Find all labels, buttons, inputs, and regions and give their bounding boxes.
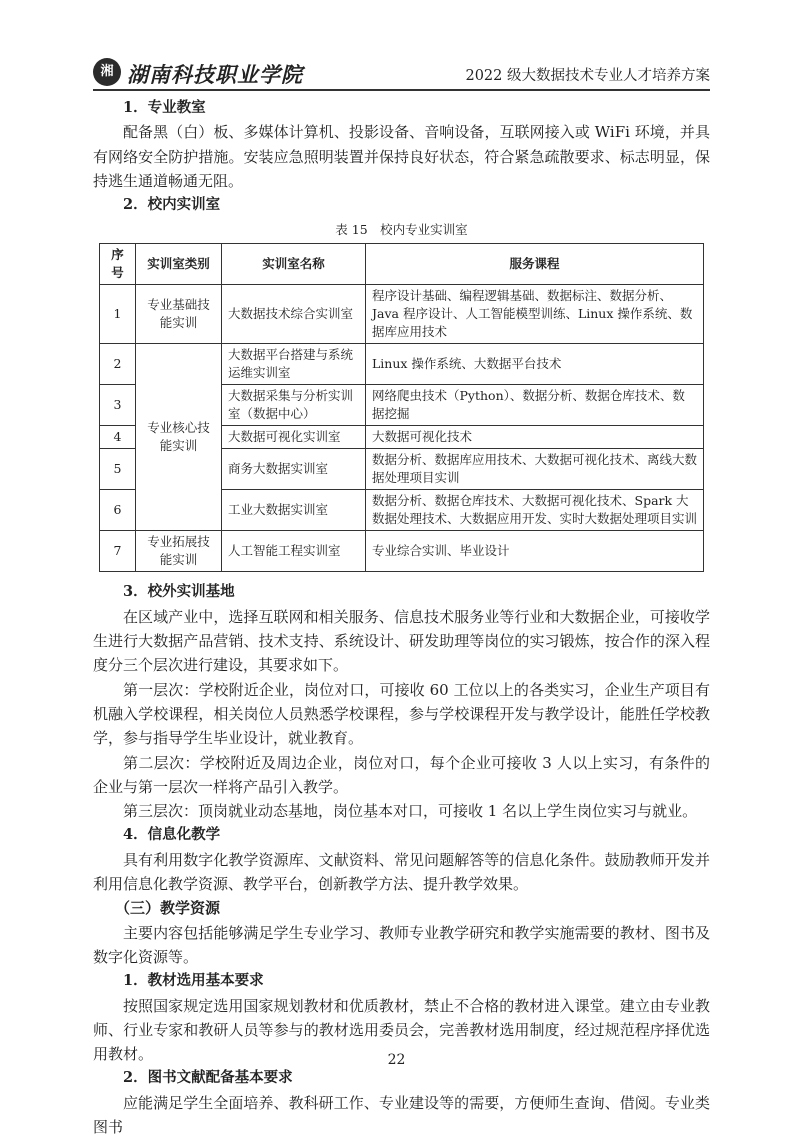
training-rooms-table [99, 243, 704, 572]
col-header-courses: 服务课程 [366, 244, 704, 285]
page-number: 22 [387, 1052, 406, 1068]
cell-courses: 程序设计基础、编程逻辑基础、数据标注、数据分析、Java 程序设计、人工智能模型训练、Linux 操作系统、数据库应用技术 [366, 285, 704, 344]
cell-no: 4 [100, 426, 136, 449]
cell-room-name: 人工智能工程实训室 [222, 531, 366, 572]
paragraph: 主要内容包括能够满足学生专业学习、教师专业教学研究和教学实施需要的教材、图书及数字化资源等。 [93, 923, 710, 966]
paragraph: 按照国家规定选用国家规划教材和优质教材，禁止不合格的教材进入课堂。建立由专业教师、行业专家和教研人员等参与的教材选用委员会，完善教材选用制度，经过规范程序择优选用教材。 [93, 996, 710, 1064]
col-header-no: 序号 [100, 244, 136, 285]
cell-courses: 专业综合实训、毕业设计 [366, 531, 704, 572]
page-header [93, 56, 710, 90]
table-caption: 表 15 校内专业实训室 [335, 222, 468, 238]
cell-no: 1 [100, 285, 136, 344]
heading-teaching-resources: （三）教学资源 [115, 899, 221, 918]
table-row [100, 285, 704, 344]
paragraph: 具有利用数字化教学资源库、文献资料、常见问题解答等的信息化条件。鼓励教师开发并利用信息化教学资源、教学平台，创新教学方法、提升教学效果。 [93, 850, 710, 894]
cell-room-name: 大数据采集与分析实训室（数据中心） [222, 385, 366, 426]
cell-courses: 网络爬虫技术（Python）、数据分析、数据仓库技术、数据挖掘 [366, 385, 704, 426]
cell-no: 3 [100, 385, 136, 426]
cell-no: 2 [100, 344, 136, 385]
school-emblem-icon: 湘 [93, 58, 121, 86]
cell-courses: 数据分析、数据库应用技术、大数据可视化技术、离线大数据处理项目实训 [366, 449, 704, 490]
cell-courses: Linux 操作系统、大数据平台技术 [366, 344, 704, 385]
cell-category: 专业基础技能实训 [136, 285, 222, 344]
paragraph: 配备黑（白）板、多媒体计算机、投影设备、音响设备，互联网接入或 WiFi 环境，并具有网络安全防护措施。安装应急照明装置并保持良好状态，符合紧急疏散要求、标志明显，保持逃生通道畅通无阻。 [93, 123, 710, 190]
cell-no: 5 [100, 449, 136, 490]
cell-room-name: 工业大数据实训室 [222, 490, 366, 531]
table-row [100, 344, 704, 385]
page-content [93, 96, 710, 1139]
school-logo-text: 湖南科技职业学院 [127, 62, 303, 87]
paragraph: 第二层次：学校附近及周边企业，岗位对口，每个企业可接收 3 人以上实习，有条件的企业与第一层次一样将产品引入教学。 [93, 753, 710, 796]
cell-category: 专业核心技能实训 [136, 344, 222, 531]
document-title: 2022 级大数据技术专业人才培养方案 [465, 68, 710, 84]
cell-courses: 数据分析、数据仓库技术、大数据可视化技术、Spark 大数据处理技术、大数据应用开发、实时大数据处理项目实训 [366, 490, 704, 531]
heading-it-teaching: 4．信息化教学 [123, 826, 221, 844]
cell-room-name: 大数据技术综合实训室 [222, 285, 366, 344]
cell-room-name: 大数据平台搭建与系统运维实训室 [222, 344, 366, 385]
paragraph: 在区域产业中，选择互联网和相关服务、信息技术服务业等行业和大数据企业，可接收学生进行大数据产品营销、技术支持、系统设计、研发助理等岗位的实习锻炼，按合作的深入程度分三个层次进行建设，其要求如下。 [93, 607, 710, 675]
cell-room-name: 商务大数据实训室 [222, 449, 366, 490]
paragraph: 应能满足学生全面培养、教科研工作、专业建设等的需要，方便师生查询、借阅。专业类图书 [93, 1093, 710, 1137]
header-rule [93, 89, 710, 91]
table-header-row [100, 244, 704, 285]
col-header-room-name: 实训室名称 [222, 244, 366, 285]
cell-category: 专业拓展技能实训 [136, 531, 222, 572]
cell-courses: 大数据可视化技术 [366, 426, 704, 449]
cell-room-name: 大数据可视化实训室 [222, 426, 366, 449]
paragraph: 第三层次：顶岗就业动态基地，岗位基本对口，可接收 1 名以上学生岗位实习与就业。 [123, 802, 698, 821]
heading-textbook-selection: 1．教材选用基本要求 [123, 972, 264, 990]
heading-offcampus-base: 3．校外实训基地 [123, 583, 235, 601]
table-row [100, 531, 704, 572]
heading-professional-classroom: 1．专业教室 [123, 99, 206, 116]
col-header-category: 实训室类别 [136, 244, 222, 285]
heading-campus-training-rooms: 2．校内实训室 [123, 196, 221, 214]
heading-library-resources: 2．图书文献配备基本要求 [123, 1069, 293, 1087]
paragraph: 第一层次：学校附近企业，岗位对口，可接收 60 工位以上的各类实习，企业生产项目有机融入学校课程，相关岗位人员熟悉学校课程，参与学校课程开发与教学设计，能胜任学校教学，参与指导学生毕业设计，就业教育。 [93, 680, 710, 748]
cell-no: 7 [100, 531, 136, 572]
cell-no: 6 [100, 490, 136, 531]
